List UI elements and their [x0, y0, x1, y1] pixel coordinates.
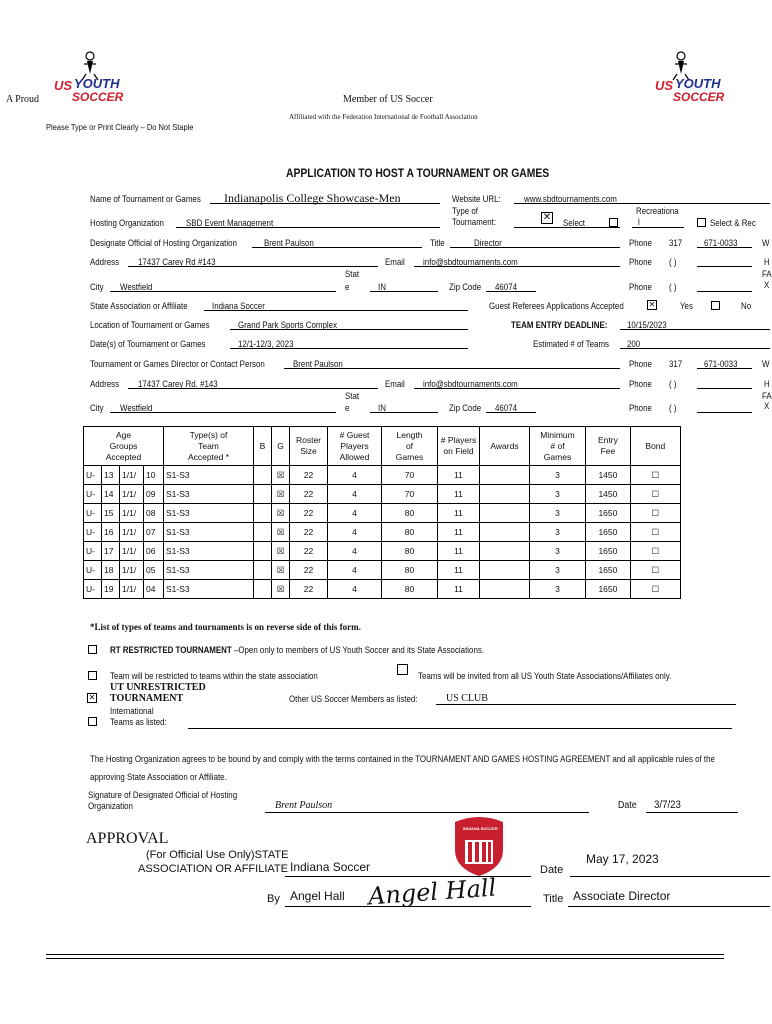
team-type: S1-S3	[164, 580, 254, 599]
entry-fee[interactable]: 1650	[586, 523, 631, 542]
guest-ref-label: Guest Referees Applications Accepted	[489, 301, 624, 311]
age-prefix: U-	[84, 580, 102, 599]
unrestricted-checkbox[interactable]: ✕	[88, 693, 96, 702]
phone-w: W	[762, 238, 770, 248]
director-value[interactable]: Brent Paulson	[293, 359, 343, 369]
address-value[interactable]: 17437 Carey Rd #143	[138, 257, 216, 267]
team-type: S1-S3	[164, 504, 254, 523]
age-prefix: U-	[84, 523, 102, 542]
rec-underline	[632, 227, 684, 228]
boys-cell	[254, 504, 272, 523]
age-prefix: U-	[84, 561, 102, 580]
entry-fee[interactable]: 1450	[586, 466, 631, 485]
d-zip-underline	[486, 412, 536, 413]
header-guest: # Guest Players Allowed	[328, 427, 382, 466]
cutoff-date: 1/1/	[120, 485, 144, 504]
name-underline	[210, 203, 440, 204]
birth-year: 09	[144, 485, 164, 504]
website-value[interactable]: www.sbdtournaments.com	[524, 194, 617, 204]
entry-fee[interactable]: 1650	[586, 542, 631, 561]
zip-underline	[486, 291, 536, 292]
age-group: 17	[102, 542, 120, 561]
d-fa-label: FA	[762, 391, 772, 401]
girls-checkbox[interactable]: ☒	[272, 561, 290, 580]
cutoff-date: 1/1/	[120, 504, 144, 523]
phone-area[interactable]: 317	[669, 238, 683, 248]
roster-size: 22	[290, 485, 328, 504]
state-label-1: Stat	[345, 269, 360, 279]
approval-date-underline	[570, 876, 770, 877]
type-underline	[514, 227, 620, 228]
city-value[interactable]: Westfield	[120, 282, 153, 292]
age-prefix: U-	[84, 485, 102, 504]
girls-checkbox[interactable]: ☒	[272, 504, 290, 523]
roster-size: 22	[290, 523, 328, 542]
awards-cell	[480, 504, 530, 523]
players-on-field: 11	[438, 466, 480, 485]
other-members-label: Other US Soccer Members as listed:	[289, 694, 418, 704]
d-phone3-underline	[697, 412, 752, 413]
signature-value[interactable]: Brent Paulson	[275, 800, 333, 811]
phone3-paren[interactable]: ( )	[669, 282, 677, 292]
age-groups-table	[83, 426, 681, 599]
state-underline	[370, 291, 438, 292]
phone2-h: H	[764, 257, 770, 267]
game-length: 80	[382, 561, 438, 580]
page-title: APPLICATION TO HOST A TOURNAMENT OR GAMES	[286, 168, 550, 180]
header-min-games: Minimum # of Games	[530, 427, 586, 466]
d-city-label: City	[90, 403, 104, 413]
players-on-field: 11	[438, 561, 480, 580]
awards-cell	[480, 523, 530, 542]
d-state-label-2: e	[345, 403, 350, 413]
location-label: Location of Tournament or Games	[90, 320, 210, 330]
restricted-rest: –Open only to members of US Youth Soccer and its State Associations.	[233, 645, 485, 655]
game-length: 70	[382, 485, 438, 504]
boys-cell	[254, 561, 272, 580]
players-on-field: 11	[438, 485, 480, 504]
select-checkbox[interactable]: ✕	[542, 212, 552, 223]
other-members-underline	[436, 704, 736, 705]
type-label-2: Tournament:	[452, 217, 497, 227]
recreational-label-1: Recreationa	[636, 206, 679, 216]
approval-title-value[interactable]: Associate Director	[573, 889, 671, 903]
age-group: 19	[102, 580, 120, 599]
header-fee: Entry Fee	[586, 427, 631, 466]
table-row	[84, 523, 681, 542]
girls-checkbox[interactable]: ☒	[272, 542, 290, 561]
players-on-field: 11	[438, 523, 480, 542]
girls-checkbox[interactable]: ☒	[272, 485, 290, 504]
game-length: 80	[382, 542, 438, 561]
bond-checkbox[interactable]: ☐	[630, 466, 680, 485]
hosting-value[interactable]: SBD Event Management	[186, 218, 274, 228]
within-state-label: Team will be restricted to teams within the state association	[110, 671, 318, 681]
agreement-text-1: The Hosting Organization agrees to be bound by and comply with the terms contained in the TOURNAMENT AND GAMES HOSTING AGREEMENT and all applicable rules of the	[90, 754, 715, 764]
d-state-value[interactable]: IN	[378, 403, 386, 413]
restricted-label	[110, 645, 484, 655]
assoc-underline	[204, 310, 468, 311]
hosting-underline	[176, 227, 440, 228]
bond-checkbox[interactable]: ☐	[630, 523, 680, 542]
approval-line-1: (For Official Use Only)STATE	[146, 849, 289, 861]
assoc-label: State Association or Affiliate	[90, 301, 188, 311]
cutoff-date: 1/1/	[120, 580, 144, 599]
age-group: 13	[102, 466, 120, 485]
birth-year: 10	[144, 466, 164, 485]
d-phone-w: W	[762, 359, 770, 369]
boys-cell	[254, 485, 272, 504]
birth-year: 07	[144, 523, 164, 542]
d-zip-value[interactable]: 46074	[495, 403, 518, 413]
member-text: Member of US Soccer	[343, 94, 433, 105]
city-underline	[110, 291, 336, 292]
by-value[interactable]: Angel Hall	[290, 889, 345, 903]
d-address-value[interactable]: 17437 Carey Rd. #143	[138, 379, 218, 389]
d-zip-label: Zip Code	[449, 403, 482, 413]
fa-label: FA	[762, 269, 772, 279]
boys-cell	[254, 580, 272, 599]
table-row	[84, 580, 681, 599]
official-label: Designate Official of Hosting Organization	[90, 238, 237, 248]
game-length: 70	[382, 466, 438, 485]
title-label: Title	[430, 238, 445, 248]
us-youth-soccer-logo-left	[54, 50, 124, 108]
yes-label: Yes	[680, 301, 693, 311]
date-underline	[646, 812, 738, 813]
print-note: Please Type or Print Clearly – Do Not Staple	[46, 122, 194, 132]
name-value[interactable]: Indianapolis College Showcase-Men	[224, 191, 401, 205]
min-games: 3	[530, 523, 586, 542]
approval-title-label: Title	[543, 893, 564, 905]
d-phone-number[interactable]: 671-0033	[704, 359, 738, 369]
roster-size: 22	[290, 504, 328, 523]
state-label-2: e	[345, 282, 350, 292]
official-underline	[252, 247, 422, 248]
indiana-soccer-seal	[451, 816, 507, 878]
deadline-underline	[620, 329, 770, 330]
header-awards: Awards	[480, 427, 530, 466]
official-value[interactable]: Brent Paulson	[264, 238, 314, 248]
min-games: 3	[530, 504, 586, 523]
d-address-label: Address	[90, 379, 120, 389]
est-teams-value[interactable]: 200	[627, 339, 641, 349]
bond-checkbox[interactable]: ☐	[630, 485, 680, 504]
phone-underline	[697, 247, 752, 248]
signature-label-2: Organization	[88, 801, 133, 811]
girls-checkbox[interactable]: ☒	[272, 580, 290, 599]
awards-cell	[480, 561, 530, 580]
d-phone2-underline	[697, 388, 752, 389]
list-note: *List of types of teams and tournaments is on reverse side of this form.	[90, 622, 361, 632]
d-phone2-h: H	[764, 379, 770, 389]
logo-youth-text: YOUTH	[675, 76, 721, 91]
girls-checkbox[interactable]: ☒	[272, 466, 290, 485]
phone2-paren[interactable]: ( )	[669, 257, 677, 267]
cutoff-date: 1/1/	[120, 561, 144, 580]
no-label: No	[741, 301, 752, 311]
awards-cell	[480, 485, 530, 504]
birth-year: 08	[144, 504, 164, 523]
awards-cell	[480, 580, 530, 599]
awards-cell	[480, 466, 530, 485]
guest-ref-yes-checkbox[interactable]: ✕	[648, 300, 656, 309]
teams-listed-underline	[188, 728, 732, 729]
d-phone3-paren[interactable]: ( )	[669, 403, 677, 413]
entry-fee[interactable]: 1450	[586, 485, 631, 504]
cutoff-date: 1/1/	[120, 523, 144, 542]
guest-players: 4	[328, 561, 382, 580]
table-row	[84, 542, 681, 561]
state-value[interactable]: IN	[378, 282, 386, 292]
min-games: 3	[530, 542, 586, 561]
d-phone-label: Phone	[629, 359, 652, 369]
cutoff-date: 1/1/	[120, 466, 144, 485]
age-prefix: U-	[84, 466, 102, 485]
bond-checkbox[interactable]: ☐	[630, 580, 680, 599]
guest-ref-no-checkbox[interactable]	[711, 301, 720, 310]
bond-checkbox[interactable]: ☐	[630, 542, 680, 561]
d-city-value[interactable]: Westfield	[120, 403, 153, 413]
birth-year: 05	[144, 561, 164, 580]
table-row	[84, 504, 681, 523]
director-label: Tournament or Games Director or Contact Person	[90, 359, 265, 369]
phone3-label: Phone	[629, 282, 652, 292]
email-value[interactable]: info@sbdtournaments.com	[423, 257, 518, 267]
cutoff-date: 1/1/	[120, 542, 144, 561]
header-age-groups: Age Groups Accepted	[84, 427, 164, 466]
guest-players: 4	[328, 485, 382, 504]
logo-soccer-text: SOCCER	[72, 90, 124, 104]
roster-size: 22	[290, 542, 328, 561]
header-b: B	[254, 427, 272, 466]
unrestricted-label-2: TOURNAMENT	[110, 693, 184, 704]
table-row	[84, 466, 681, 485]
city-label: City	[90, 282, 104, 292]
header-team-types: Type(s) of Team Accepted *	[164, 427, 254, 466]
select-rec-checkbox[interactable]	[697, 218, 706, 227]
teams-listed-checkbox[interactable]	[88, 717, 97, 726]
dates-underline	[230, 348, 468, 349]
handwritten-signature: Angel Hall	[367, 873, 498, 911]
boys-cell	[254, 523, 272, 542]
teams-listed-label: Teams as listed:	[110, 717, 167, 727]
game-length: 80	[382, 523, 438, 542]
name-label: Name of Tournament or Games	[90, 194, 201, 204]
phone3-underline	[697, 291, 752, 292]
other-members-value[interactable]: US CLUB	[446, 693, 488, 704]
birth-year: 06	[144, 542, 164, 561]
logo-us-text: US	[655, 78, 674, 93]
girls-checkbox[interactable]: ☒	[272, 523, 290, 542]
game-length: 80	[382, 504, 438, 523]
by-label: By	[267, 893, 280, 905]
deadline-value[interactable]: 10/15/2023	[627, 320, 667, 330]
team-type: S1-S3	[164, 485, 254, 504]
roster-size: 22	[290, 580, 328, 599]
players-on-field: 11	[438, 580, 480, 599]
guest-players: 4	[328, 466, 382, 485]
phone2-underline	[697, 266, 752, 267]
email-underline	[414, 266, 620, 267]
select-rec-label: Select & Rec	[710, 218, 756, 228]
within-state-checkbox[interactable]	[88, 671, 97, 680]
signature-underline	[265, 812, 589, 813]
est-teams-underline	[620, 348, 770, 349]
phone2-label: Phone	[629, 257, 652, 267]
min-games: 3	[530, 466, 586, 485]
entry-fee[interactable]: 1650	[586, 580, 631, 599]
d-phone3-label: Phone	[629, 403, 652, 413]
age-prefix: U-	[84, 504, 102, 523]
international-label: International	[110, 706, 154, 716]
d-phone2-paren[interactable]: ( )	[669, 379, 677, 389]
approval-title-underline	[568, 906, 770, 907]
bond-checkbox[interactable]: ☐	[630, 504, 680, 523]
players-on-field: 11	[438, 504, 480, 523]
logo-soccer-text: SOCCER	[673, 90, 725, 104]
guest-players: 4	[328, 580, 382, 599]
select-label: Select	[563, 218, 586, 228]
entry-fee[interactable]: 1650	[586, 504, 631, 523]
team-type: S1-S3	[164, 523, 254, 542]
min-games: 3	[530, 485, 586, 504]
header-length: Length of Games	[382, 427, 438, 466]
header-roster: Roster Size	[290, 427, 328, 466]
d-phone2-label: Phone	[629, 379, 652, 389]
est-teams-label: Estimated # of Teams	[533, 339, 610, 349]
bond-checkbox[interactable]: ☐	[630, 561, 680, 580]
d-city-underline	[110, 412, 336, 413]
min-games: 3	[530, 580, 586, 599]
roster-size: 22	[290, 466, 328, 485]
proud-text: A Proud	[6, 94, 40, 105]
phone-number[interactable]: 671-0033	[704, 238, 738, 248]
dates-value[interactable]: 12/1-12/3, 2023	[238, 339, 294, 349]
phone3-x: X	[764, 280, 770, 290]
table-row	[84, 485, 681, 504]
zip-value[interactable]: 46074	[495, 282, 518, 292]
location-value[interactable]: Grand Park Sports Complex	[238, 320, 338, 330]
d-state-underline	[370, 412, 438, 413]
d-email-underline	[414, 388, 620, 389]
d-state-label-1: Stat	[345, 391, 360, 401]
zip-label: Zip Code	[449, 282, 482, 292]
website-label: Website URL:	[452, 194, 501, 204]
title-underline	[450, 247, 620, 248]
assoc-value[interactable]: Indiana Soccer	[212, 301, 265, 311]
invited-label: Teams will be invited from all US Youth State Associations/Affiliates only.	[418, 671, 672, 681]
guest-players: 4	[328, 504, 382, 523]
phone-label: Phone	[629, 238, 652, 248]
logo-us-text: US	[54, 78, 73, 93]
players-on-field: 11	[438, 542, 480, 561]
unrestricted-label-1: UT UNRESTRICTED	[110, 682, 206, 693]
boys-cell	[254, 542, 272, 561]
approval-date-label: Date	[540, 864, 564, 876]
director-underline	[284, 368, 620, 369]
deadline-label: TEAM ENTRY DEADLINE:	[511, 320, 608, 330]
logo-youth-text: YOUTH	[74, 76, 120, 91]
game-length: 80	[382, 580, 438, 599]
restricted-checkbox[interactable]	[88, 645, 97, 654]
us-youth-soccer-logo-right	[655, 50, 725, 108]
location-underline	[230, 329, 468, 330]
d-email-value[interactable]: info@sbdtournaments.com	[423, 379, 518, 389]
seal-text: INDIANA SOCCER	[463, 826, 498, 831]
header-g: G	[272, 427, 290, 466]
d-address-underline	[128, 388, 378, 389]
min-games: 3	[530, 561, 586, 580]
approval-line-2: ASSOCIATION OR AFFILIATE	[138, 863, 288, 875]
team-type: S1-S3	[164, 542, 254, 561]
type-label-1: Type of	[452, 206, 478, 216]
age-group: 15	[102, 504, 120, 523]
age-group: 16	[102, 523, 120, 542]
date-value[interactable]: 3/7/23	[654, 799, 681, 811]
bottom-double-rule	[46, 954, 724, 959]
birth-year: 04	[144, 580, 164, 599]
table-row	[84, 561, 681, 580]
agreement-text-2: approving State Association or Affiliate.	[90, 772, 227, 782]
address-label: Address	[90, 257, 120, 267]
by-underline	[285, 906, 531, 907]
guest-players: 4	[328, 523, 382, 542]
boys-cell	[254, 466, 272, 485]
awards-cell	[480, 542, 530, 561]
hosting-label: Hosting Organization	[90, 218, 164, 228]
age-group: 14	[102, 485, 120, 504]
address-underline	[128, 266, 378, 267]
dates-label: Date(s) of Tournament or Games	[90, 339, 206, 349]
signature-label-1: Signature of Designated Official of Hosting	[88, 790, 238, 800]
team-type: S1-S3	[164, 561, 254, 580]
affiliated-text: Affiliated with the Federation International de Football Association	[289, 113, 478, 121]
age-prefix: U-	[84, 542, 102, 561]
approval-date-value[interactable]: May 17, 2023	[586, 852, 659, 866]
header-players: # Players on Field	[438, 427, 480, 466]
age-group: 18	[102, 561, 120, 580]
header-bond: Bond	[630, 427, 680, 466]
select-checkbox-2[interactable]	[609, 218, 618, 227]
restricted-bold: RT RESTRICTED TOURNAMENT	[110, 645, 232, 655]
invited-checkbox[interactable]	[397, 664, 408, 675]
date-label: Date	[618, 800, 637, 811]
d-phone-area[interactable]: 317	[669, 359, 683, 369]
d-email-label: Email	[385, 379, 405, 389]
roster-size: 22	[290, 561, 328, 580]
website-underline	[514, 203, 770, 204]
d-phone-underline	[697, 368, 752, 369]
recreational-label-2: l	[638, 217, 640, 227]
approval-assoc-value[interactable]: Indiana Soccer	[290, 860, 371, 874]
approval-heading: APPROVAL	[86, 830, 169, 847]
team-type: S1-S3	[164, 466, 254, 485]
email-label: Email	[385, 257, 405, 267]
guest-players: 4	[328, 542, 382, 561]
title-value[interactable]: Director	[474, 238, 502, 248]
d-phone3-x: X	[764, 401, 770, 411]
entry-fee[interactable]: 1650	[586, 561, 631, 580]
